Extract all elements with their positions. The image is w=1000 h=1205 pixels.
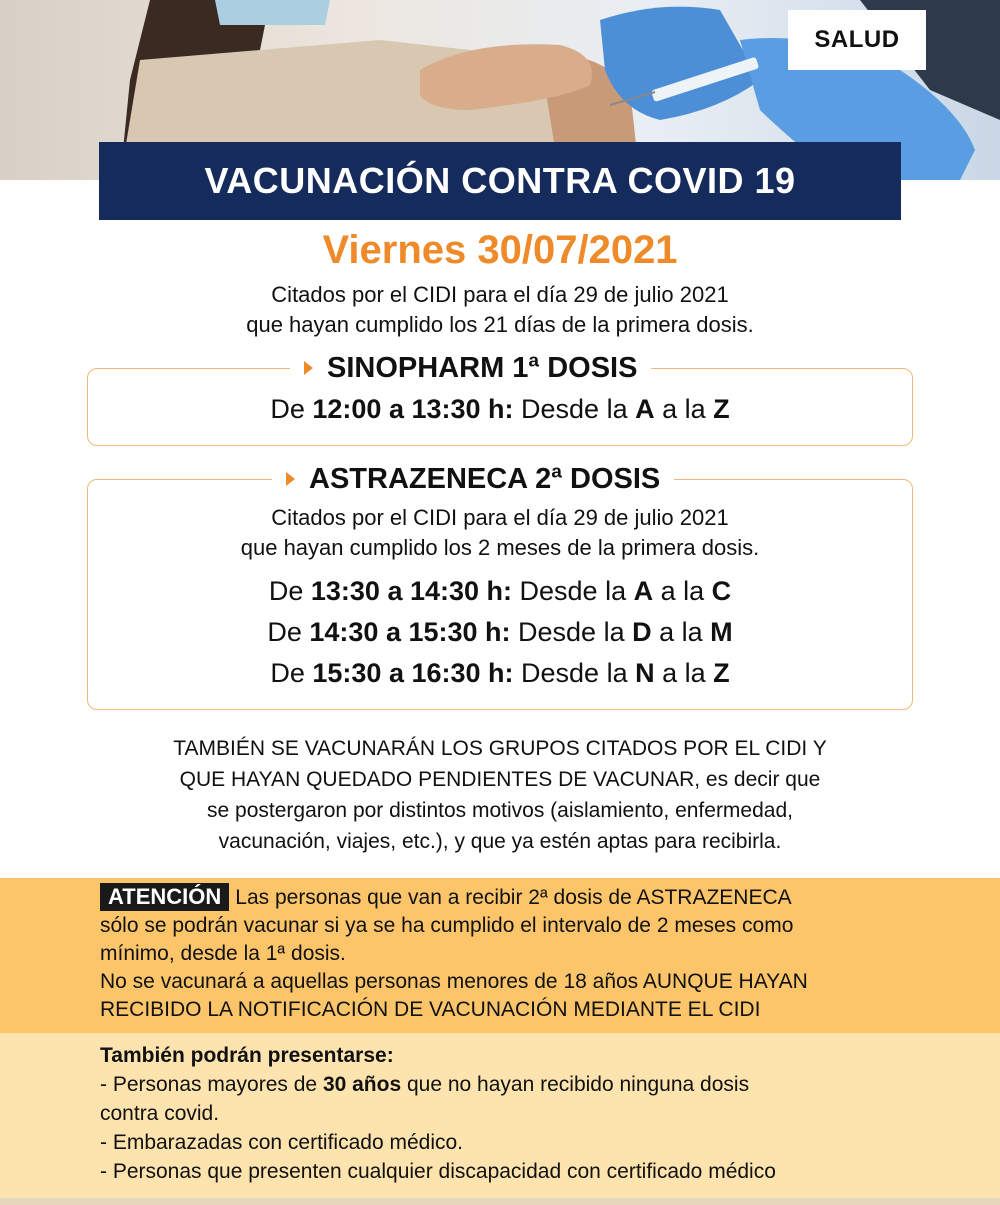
also-eligible-text [100, 1041, 980, 1186]
warning-text [100, 883, 980, 1024]
warning-line-3: mínimo, desde la 1ª dosis. [100, 942, 346, 965]
astrazeneca-title-text: ASTRAZENECA 2ª DOSIS [309, 462, 661, 495]
intro-text [0, 280, 1000, 340]
warning-line-4: No se vacunará a aquellas personas menores de 18 años AUNQUE HAYAN [100, 970, 808, 993]
astrazeneca-slot-2: De 14:30 a 15:30 h: Desde la D a la M [267, 617, 733, 647]
astrazeneca-subtext [0, 503, 1000, 563]
category-label: SALUD [788, 10, 926, 70]
also-item-1: - Personas mayores de 30 años que no hayan recibido ninguna dosis [100, 1073, 750, 1096]
astrazeneca-sub-line-2: que hayan cumplido los 2 meses de la primera dosis. [240, 535, 760, 560]
bottom-divider [0, 1198, 1000, 1205]
arrow-right-icon [286, 472, 295, 486]
astrazeneca-slot-1: De 13:30 a 14:30 h: Desde la A a la C [268, 576, 732, 606]
note-line-3: se postergaron por distintos motivos (aislamiento, enfermedad, [207, 799, 793, 822]
warning-section [0, 878, 1000, 1033]
date-heading: Viernes 30/07/2021 [322, 228, 678, 272]
note-line-1: TAMBIÉN SE VACUNARÁN LOS GRUPOS CITADOS POR EL CIDI Y [173, 737, 827, 760]
sinopharm-title-text: SINOPHARM 1ª DOSIS [327, 351, 638, 384]
also-item-1-cont: contra covid. [100, 1102, 220, 1125]
also-item-2: - Embarazadas con certificado médico. [100, 1131, 463, 1154]
note-line-4: vacunación, viajes, etc.), y que ya estén aptas para recibirla. [218, 830, 782, 853]
astrazeneca-slot-3: De 15:30 a 16:30 h: Desde la N a la Z [270, 658, 730, 688]
astrazeneca-sub-line-1: Citados por el CIDI para el día 29 de julio 2021 [271, 505, 729, 530]
additional-groups-note [0, 733, 1000, 857]
also-item-3: - Personas que presenten cualquier discapacidad con certificado médico [100, 1160, 776, 1183]
astrazeneca-title [272, 461, 674, 497]
note-line-2: QUE HAYAN QUEDADO PENDIENTES DE VACUNAR, es decir que [179, 768, 821, 791]
attention-badge: ATENCIÓN [100, 883, 229, 911]
warning-line-2: sólo se podrán vacunar si ya se ha cumplido el intervalo de 2 meses como [100, 914, 794, 937]
sinopharm-title [290, 350, 651, 386]
intro-line-2: que hayan cumplido los 21 días de la primera dosis. [246, 312, 754, 337]
warning-line-5: RECIBIDO LA NOTIFICACIÓN DE VACUNACIÓN MEDIANTE EL CIDI [100, 998, 761, 1021]
intro-line-1: Citados por el CIDI para el día 29 de julio 2021 [271, 282, 729, 307]
arrow-right-icon [304, 361, 313, 375]
also-title: También podrán presentarse: [100, 1044, 394, 1067]
also-eligible-section [0, 1033, 1000, 1205]
warning-line-1: ATENCIÓN Las personas que van a recibir 2ª dosis de ASTRAZENECA [100, 883, 980, 912]
banner-title: VACUNACIÓN CONTRA COVID 19 [99, 142, 901, 220]
sinopharm-slot-1: De 12:00 a 13:30 h: Desde la A a la Z [270, 394, 730, 424]
